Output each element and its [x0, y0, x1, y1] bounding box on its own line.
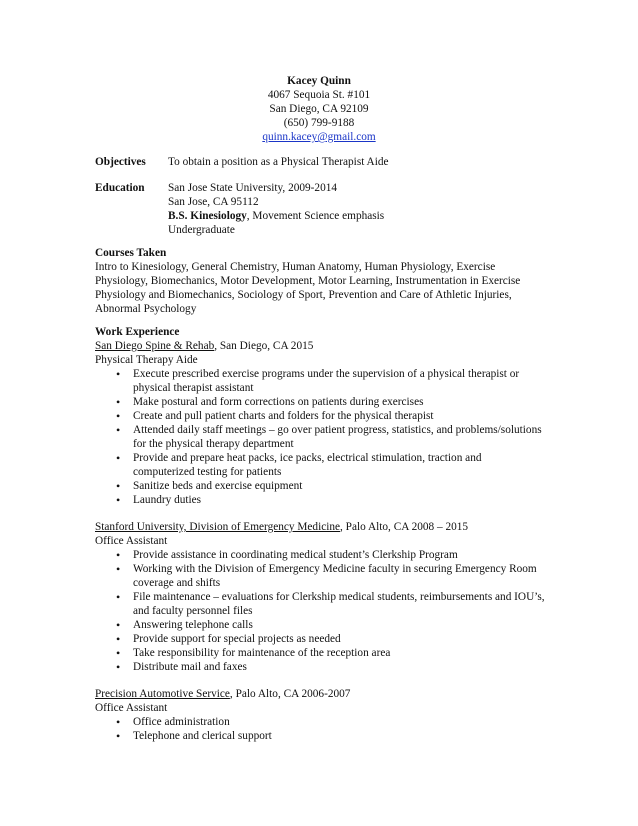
job-entry: [95, 687, 545, 743]
duty-item: • Answering telephone calls: [95, 618, 545, 632]
education-block: [168, 181, 384, 237]
objectives-label: Objectives: [95, 156, 146, 168]
duty-item: • Office administration: [95, 715, 545, 729]
duty-item: • Take responsibility for maintenance of the reception area: [95, 646, 545, 660]
duty-item: • Provide and prepare heat packs, ice packs, electrical stimulation, traction and computerized testing for patients: [95, 451, 545, 479]
duty-item: • Make postural and form corrections on patients during exercises: [95, 395, 545, 409]
duty-item: • Attended daily staff meetings – go over patient progress, statistics, and problems/solutions for the physical therapy department: [95, 423, 545, 451]
job-header: [95, 520, 545, 534]
job-details: , Palo Alto, CA 2008 – 2015: [340, 521, 469, 533]
degree-major: B.S. Kinesiology: [168, 210, 247, 222]
duties-list: [95, 548, 545, 674]
job-details: , Palo Alto, CA 2006-2007: [229, 688, 351, 700]
duties-list: [95, 367, 545, 507]
duty-item: • Provide assistance in coordinating medical student’s Clerkship Program: [95, 548, 545, 562]
street-address: 4067 Sequoia St. #101: [267, 89, 371, 101]
duties-list: [95, 715, 545, 743]
employer-name: Precision Automotive Service: [95, 688, 230, 700]
duty-item: • Distribute mail and faxes: [95, 660, 545, 674]
employer-name: San Diego Spine & Rehab: [95, 340, 215, 352]
job-header: [95, 339, 545, 353]
job-entry: [95, 339, 545, 507]
city-state-zip: San Diego, CA 92109: [269, 103, 369, 115]
objectives-text: To obtain a position as a Physical Therapist Aide: [168, 156, 389, 168]
duty-item: • Telephone and clerical support: [95, 729, 545, 743]
job-entry: [95, 520, 545, 674]
resume-header: [0, 74, 638, 144]
courses-section: [95, 246, 535, 316]
duty-item: • File maintenance – evaluations for Clerkship medical students, reimbursements and IOU’s, and faculty personnel files: [95, 590, 545, 618]
duty-item: • Sanitize beds and exercise equipment: [95, 479, 545, 493]
duty-item: • Laundry duties: [95, 493, 545, 507]
degree-emphasis: , Movement Science emphasis: [246, 210, 385, 222]
education-label: Education: [95, 182, 145, 194]
duty-item: • Execute prescribed exercise programs under the supervision of a physical therapist or physical therapist assistant: [95, 367, 545, 395]
school-name: San Jose State University, 2009-2014: [168, 182, 338, 194]
duty-item: • Working with the Division of Emergency Medicine faculty in securing Emergency Room coverage and shifts: [95, 562, 545, 590]
job-role: Office Assistant: [95, 535, 168, 547]
email-link[interactable]: quinn.kacey@gmail.com: [262, 131, 376, 143]
job-role: Office Assistant: [95, 702, 168, 714]
work-section: [95, 325, 545, 743]
school-location: San Jose, CA 95112: [168, 196, 259, 208]
duty-item: • Create and pull patient charts and folders for the physical therapist: [95, 409, 545, 423]
degree: [168, 209, 384, 223]
courses-list: Intro to Kinesiology, General Chemistry, Human Anatomy, Human Physiology, Exercise Physiology, Biomechanics, Motor Development, Motor Learning, Instrumentation in Exercise Physiology and Biomechanics, Sociology of Sport, Prevention and Care of Athletic Injuries, Abnormal Psychology: [95, 261, 521, 315]
degree-level: Undergraduate: [168, 224, 235, 236]
work-title: Work Experience: [95, 326, 180, 338]
job-details: , San Diego, CA 2015: [214, 340, 314, 352]
duty-item: • Provide support for special projects as needed: [95, 632, 545, 646]
phone-number: (650) 799-9188: [283, 117, 355, 129]
applicant-name: Kacey Quinn: [287, 75, 351, 87]
job-header: [95, 687, 545, 701]
employer-name: Stanford University, Division of Emergency Medicine: [95, 521, 341, 533]
job-role: Physical Therapy Aide: [95, 354, 198, 366]
courses-title: Courses Taken: [95, 247, 167, 259]
